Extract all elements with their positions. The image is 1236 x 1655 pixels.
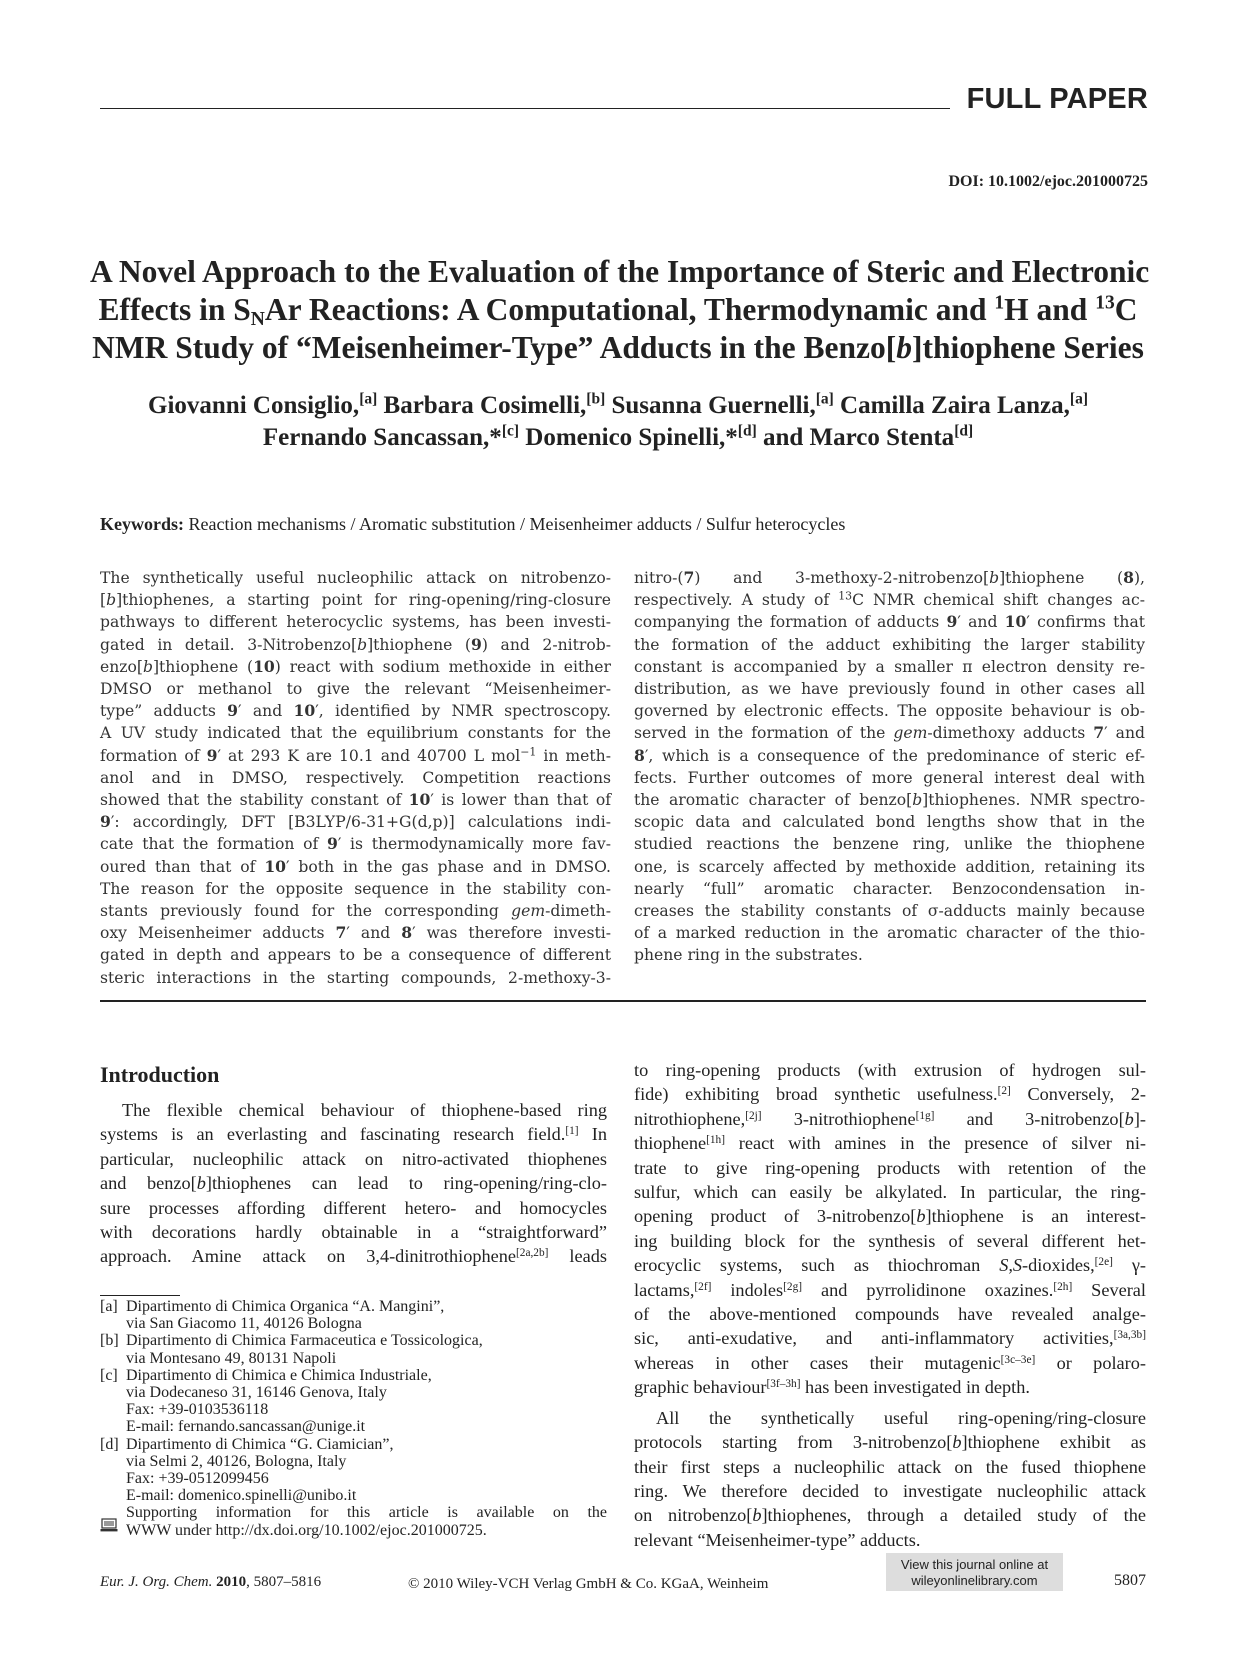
text-line: The synthetically useful nucleophilic attack on nitrobenzo- (100, 569, 611, 587)
footnote-line: via Selmi 2, 40126, Bologna, Italy (126, 1452, 347, 1470)
text-line: creases the stability constants of σ-adducts mainly because (634, 902, 1145, 921)
footnote-line: via Dodecaneso 31, 16146 Genova, Italy (126, 1384, 387, 1402)
text-line: steric interactions in the starting compounds, 2-methoxy-3- (100, 968, 611, 987)
footnote-line: Fax: +39-0512099456 (126, 1470, 269, 1488)
text-line: served in the formation of the gem-dimethoxy adducts 7′ and (634, 723, 1145, 743)
text-line: A UV study indicated that the equilibrium constants for the (100, 724, 611, 743)
author: Fernando Sancassan,*[c] (262, 422, 520, 451)
text-line: graphic behaviour[3f–3h] has been investigated in depth. (634, 1377, 1030, 1398)
text-line: erocyclic systems, such as thiochroman S,S-dioxides,[2e] γ- (634, 1255, 1146, 1276)
text-line: pathways to different heterocyclic systems, has been investi- (100, 613, 611, 632)
text-line: The flexible chemical behaviour of thiophene-based ring (122, 1100, 607, 1120)
footnote-line: via San Giacomo 11, 40126 Bologna (126, 1315, 362, 1333)
text-line: governed by electronic effects. The opposite behaviour is ob- (634, 702, 1145, 721)
text-line: sure processes affording different hetero- and homocycles (100, 1197, 607, 1218)
text-line: of a marked reduction in the aromatic character of the thio- (634, 924, 1145, 943)
text-line: sulfur, which can easily be alkylated. In particular, the ring- (634, 1182, 1146, 1203)
text-line: anol and in DMSO, respectively. Competition reactions (100, 768, 611, 787)
text-line: fects. Further outcomes of more general interest deal with (634, 768, 1145, 787)
supporting-info-link[interactable]: WWW under http://dx.doi.org/10.1002/ejoc.201000725. (126, 1521, 487, 1539)
author-list (90, 390, 1146, 454)
affiliation-footnotes (100, 1298, 607, 1539)
text-line: to ring-opening products (with extrusion of hydrogen sul- (634, 1060, 1146, 1080)
text-line: gated in detail. 3-Nitrobenzo[b]thiophene (9) and 2-nitrob- (100, 634, 611, 654)
text-line: [b]thiophenes, a starting point for ring-opening/ring-closure (100, 591, 611, 610)
footnote-line: [b] Dipartimento di Chimica Farmaceutica e Tossicologica, (100, 1332, 483, 1350)
text-line: lactams,[2f] indoles[2g] and pyrrolidinone oxazines.[2h] Several (634, 1279, 1146, 1300)
keywords-text: Reaction mechanisms / Aromatic substitution / Meisenheimer adducts / Sulfur heterocycles (188, 514, 846, 534)
text-line: 8′, which is a consequence of the predominance of steric ef- (634, 745, 1145, 765)
text-line: oured than that of 10′ both in the gas phase and in DMSO. (100, 856, 612, 876)
text-line: enzo[b]thiophene (10) react with sodium methoxide in either (100, 656, 611, 676)
text-line: their first steps a nucleophilic attack on the fused thiophene (634, 1456, 1146, 1477)
text-line: studied reactions the benzene ring, unlike the thiophene (634, 835, 1145, 854)
section-heading-introduction: Introduction (100, 1062, 220, 1087)
text-line: showed that the stability constant of 10′ is lower than that of (100, 790, 611, 810)
abstract-left-column (100, 567, 611, 989)
text-line: nitrothiophene,[2j] 3-nitrothiophene[1g] and 3-nitrobenzo[b]- (634, 1108, 1146, 1129)
author: and Marco Stenta[d] (762, 422, 974, 451)
header-rule (100, 108, 950, 109)
text-line: approach. Amine attack on 3,4-dinitrothiophene[2a,2b] leads (100, 1246, 607, 1267)
text-line: thiophene[1h] react with amines in the presence of silver ni- (634, 1133, 1146, 1154)
footnote-rule (100, 1295, 180, 1296)
text-line: companying the formation of adducts 9′ and 10′ confirms that (634, 612, 1146, 632)
text-line: whereas in other cases their mutagenic[3c–3e] or polaro- (634, 1352, 1146, 1373)
text-line: stants previously found for the corresponding gem-dimeth- (100, 902, 611, 921)
footnote-line: [c] Dipartimento di Chimica e Chimica Industriale, (100, 1366, 432, 1384)
text-line: relevant “Meisenheimer-type” adducts. (634, 1529, 921, 1550)
text-line: particular, nucleophilic attack on nitro-activated thiophenes (100, 1148, 607, 1169)
page-number: 5807 (1114, 1572, 1146, 1589)
text-line: constant is accompanied by a smaller π electron density re- (634, 657, 1145, 676)
text-line: type” adducts 9′ and 10′, identified by NMR spectroscopy. (100, 701, 612, 721)
section-label: FULL PAPER (966, 83, 1148, 115)
text-line: oxy Meisenheimer adducts 7′ and 8′ was therefore investi- (100, 923, 611, 943)
keywords (100, 514, 845, 535)
text-line: the formation of the adduct exhibiting the larger stability (634, 635, 1145, 654)
author: Barbara Cosimelli,[b] (383, 390, 606, 419)
text-line: scopic data and calculated bond lengths show that in the (634, 813, 1145, 832)
text-line: nearly “full” aromatic character. Benzocondensation in- (634, 879, 1145, 898)
abstract-right-column (634, 567, 1145, 967)
footnote-line: [d] Dipartimento di Chimica “G. Ciamician”, (100, 1435, 394, 1453)
footer-journal-citation: Eur. J. Org. Chem. 2010, 5807–5816 (100, 1574, 322, 1590)
text-line: formation of 9′ at 293 K are 10.1 and 40700 L mol$^{-1}$ in meth- (100, 745, 611, 765)
text-line: gated in depth and appears to be a consequence of different (100, 946, 611, 965)
text-line: 9′: accordingly, DFT [B3LYP/6-31+G(d,p)] calculations indi- (100, 812, 611, 832)
email-link[interactable]: E-mail: domenico.spinelli@unibo.it (126, 1487, 357, 1505)
text-line: sic, anti-exudative, and anti-inflammatory activities,[3a,3b] (634, 1328, 1146, 1349)
text-line: of the above-mentioned compounds have revealed analge- (634, 1304, 1146, 1325)
text-line: protocols starting from 3-nitrobenzo[b]thiophene exhibit as (634, 1432, 1146, 1453)
text-line: The reason for the opposite sequence in the stability con- (100, 879, 611, 898)
text-line: respectively. A study of $^{13}$C NMR chemical shift changes ac- (634, 589, 1145, 610)
author: Domenico Spinelli,*[d] (525, 422, 757, 451)
supporting-info-text: Supporting information for this article is available on the (126, 1504, 607, 1522)
email-link[interactable]: E-mail: fernando.sancassan@unige.it (126, 1418, 366, 1436)
text-line: opening product of 3-nitrobenzo[b]thiophene is an interest- (634, 1206, 1146, 1227)
author: Camilla Zaira Lanza,[a] (840, 390, 1088, 419)
abstract-rule (100, 1000, 1146, 1002)
text-line: DMSO or methanol to give the relevant “Meisenheimer- (100, 680, 611, 699)
footnote-line: [a] Dipartimento di Chimica Organica “A. Mangini”, (100, 1298, 445, 1315)
text-line: the aromatic character of benzo[b]thiophenes. NMR spectro- (634, 791, 1146, 810)
doi[interactable]: DOI: 10.1002/ejoc.201000725 (948, 173, 1148, 190)
text-line: phene ring in the substrates. (634, 946, 863, 965)
text-line: one, is scarcely affected by methoxide addition, retaining its (634, 857, 1145, 876)
text-line: distribution, as we have previously found in other cases all (634, 680, 1145, 699)
intro-right-column (634, 1058, 1146, 1552)
journal-online-box[interactable]: View this journal online at wileyonlinelibrary.com (886, 1553, 1063, 1591)
text-line: trate to give ring-opening products with retention of the (634, 1157, 1146, 1178)
text-line: All the synthetically useful ring-opening/ring-closure (656, 1407, 1146, 1428)
paper-title: A Novel Approach to the Evaluation of the Importance of Steric and Electronic Effects in $S_NAr$ Reactions: A Computational, Thermodynamic and $^1$H and $^{13}$C NMR Study of “Meisenheimer-Type” Adducts in the Benzo[b]thiophene Series (90, 254, 1150, 365)
text-line: with decorations hardly obtainable in a “straightforward” (100, 1222, 607, 1243)
text-line: systems is an everlasting and fascinating research field.[1] In (100, 1124, 607, 1145)
intro-left-column (100, 1098, 607, 1269)
text-line: ring. We therefore decided to investigate nucleophilic attack (634, 1480, 1146, 1501)
author: Susanna Guernelli,[a] (611, 390, 834, 419)
text-line: on nitrobenzo[b]thiophenes, through a detailed study of the (634, 1505, 1146, 1526)
text-line: nitro-(7) and 3-methoxy-2-nitrobenzo[b]thiophene (8), (634, 568, 1145, 587)
footnote-line: Fax: +39-0103536118 (126, 1401, 269, 1419)
author: Giovanni Consiglio,[a] (148, 390, 378, 419)
footer-copyright: © 2010 Wiley-VCH Verlag GmbH & Co. KGaA, Weinheim (408, 1576, 769, 1592)
text-line: fide) exhibiting broad synthetic usefulness.[2] Conversely, 2- (634, 1084, 1146, 1105)
footnote-line: via Montesano 49, 80131 Napoli (126, 1349, 337, 1367)
text-line: cate that the formation of 9′ is thermodynamically more fav- (100, 834, 612, 854)
keywords-label: Keywords: (100, 514, 184, 534)
text-line: and benzo[b]thiophenes can lead to ring-opening/ring-clo- (100, 1173, 607, 1194)
computer-icon (100, 1518, 118, 1532)
text-line: ing building block for the synthesis of several different het- (634, 1230, 1146, 1251)
